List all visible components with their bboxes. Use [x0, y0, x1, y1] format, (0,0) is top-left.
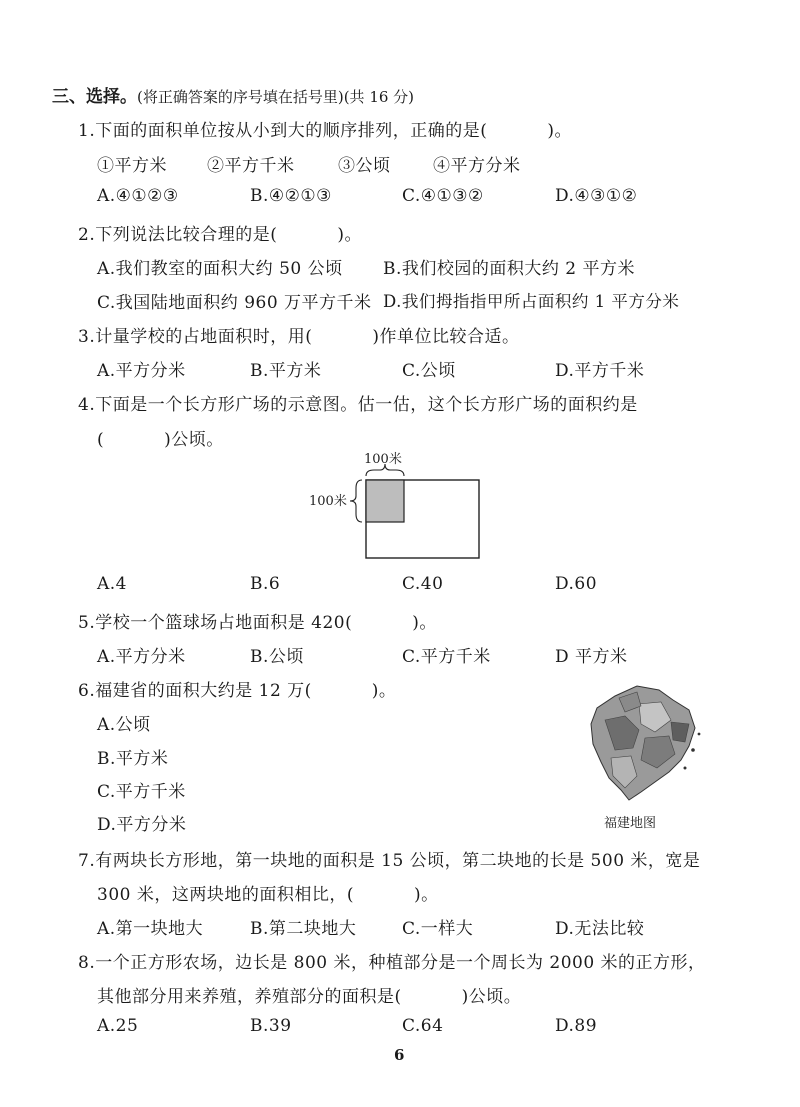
map-island — [691, 748, 695, 752]
province-outline — [591, 686, 695, 800]
side-brace — [350, 480, 362, 522]
q4-option-c[interactable]: C.40 — [402, 574, 444, 594]
q1-option-a[interactable]: A.④①②③ — [97, 186, 179, 206]
map-island — [684, 767, 687, 770]
q5-option-a[interactable]: A.平方分米 — [97, 647, 186, 667]
q4-option-b[interactable]: B.6 — [250, 574, 281, 594]
q6-option-b[interactable]: B.平方米 — [97, 749, 169, 769]
q1-option-c[interactable]: C.④①③② — [402, 186, 484, 206]
q8-stem-line2: 其他部分用来养殖，养殖部分的面积是( )公顷。 — [97, 987, 522, 1007]
q5-option-c[interactable]: C.平方千米 — [402, 647, 491, 667]
q1-item: ①平方米 — [97, 156, 167, 176]
q7-option-a[interactable]: A.第一块地大 — [97, 919, 204, 939]
q1-stem: 1.下面的面积单位按从小到大的顺序排列，正确的是( )。 — [78, 121, 572, 141]
q3-option-d[interactable]: D.平方千米 — [555, 361, 645, 381]
q3-option-a[interactable]: A.平方分米 — [97, 361, 186, 381]
map-caption: 福建地图 — [604, 816, 657, 831]
q3-stem: 3.计量学校的占地面积时，用( )作单位比较合适。 — [78, 327, 520, 347]
q2-option-d[interactable]: D.我们拇指指甲所占面积约 1 平方分米 — [383, 292, 680, 311]
section-note: (将正确答案的序号填在括号里)(共 16 分) — [137, 88, 415, 106]
q8-stem-line1: 8.一个正方形农场，边长是 800 米，种植部分是一个周长为 2000 米的正方形， — [78, 953, 706, 973]
q8-option-a[interactable]: A.25 — [97, 1016, 139, 1036]
q7-stem-line1: 7.有两块长方形地，第一块地的面积是 15 公顷，第二块地的长是 500 米，宽是 — [78, 851, 701, 871]
page-number: 6 — [394, 1046, 405, 1064]
section-header — [52, 82, 414, 107]
q1-option-d[interactable]: D.④③①② — [555, 186, 638, 206]
top-length-label: 100米 — [364, 452, 402, 467]
q4-stem-line2: ( )公顷。 — [97, 430, 224, 450]
q4-option-a[interactable]: A.4 — [97, 574, 127, 594]
q8-option-d[interactable]: D.89 — [555, 1016, 598, 1036]
q8-option-c[interactable]: C.64 — [402, 1016, 444, 1036]
q3-option-c[interactable]: C.公顷 — [402, 361, 456, 381]
plaza-diagram — [300, 448, 500, 568]
q6-option-c[interactable]: C.平方千米 — [97, 782, 186, 802]
q2-option-b[interactable]: B.我们校园的面积大约 2 平方米 — [383, 259, 636, 279]
q1-option-b[interactable]: B.④②①③ — [250, 186, 332, 206]
q1-item: ③公顷 — [338, 156, 391, 176]
q2-stem: 2.下列说法比较合理的是( )。 — [78, 225, 362, 245]
q7-option-d[interactable]: D.无法比较 — [555, 919, 645, 939]
q6-option-a[interactable]: A.公顷 — [97, 715, 151, 735]
q5-option-b[interactable]: B.公顷 — [250, 647, 304, 667]
q6-option-d[interactable]: D.平方分米 — [97, 815, 187, 835]
fujian-map — [585, 680, 705, 810]
section-title: 三、选择。 — [52, 87, 137, 107]
q8-option-b[interactable]: B.39 — [250, 1016, 292, 1036]
q7-option-b[interactable]: B.第二块地大 — [250, 919, 357, 939]
q2-option-c[interactable]: C.我国陆地面积约 960 万平方千米 — [97, 293, 372, 313]
q7-stem-line2: 300 米，这两块地的面积相比，( )。 — [97, 885, 439, 905]
q7-option-c[interactable]: C.一样大 — [402, 919, 474, 939]
q4-stem-line1: 4.下面是一个长方形广场的示意图。估一估，这个长方形广场的面积约是 — [78, 395, 638, 415]
q2-option-a[interactable]: A.我们教室的面积大约 50 公顷 — [97, 259, 343, 279]
unit-square — [366, 480, 404, 522]
q1-item: ②平方千米 — [207, 156, 295, 176]
q5-stem: 5.学校一个篮球场占地面积是 420( )。 — [78, 613, 437, 633]
q1-item: ④平方分米 — [433, 156, 521, 176]
q5-option-d[interactable]: D 平方米 — [555, 647, 628, 667]
q4-option-d[interactable]: D.60 — [555, 574, 598, 594]
map-island — [698, 733, 701, 736]
q6-stem: 6.福建省的面积大约是 12 万( )。 — [78, 681, 397, 701]
side-length-label: 100米 — [309, 494, 347, 509]
q3-option-b[interactable]: B.平方米 — [250, 361, 322, 381]
